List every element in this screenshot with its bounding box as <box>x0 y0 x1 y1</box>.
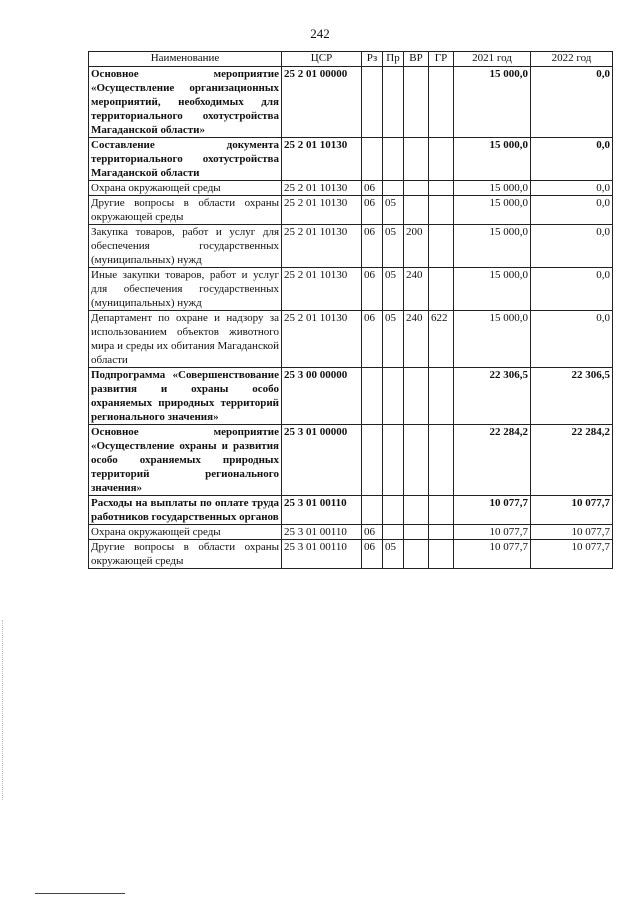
cell-name: Охрана окружающей среды <box>89 525 282 540</box>
cell-gr <box>429 496 454 525</box>
cell-2021: 15 000,0 <box>454 196 531 225</box>
cell-csr: 25 2 01 00000 <box>282 67 362 138</box>
cell-pr <box>383 181 404 196</box>
cell-2022: 0,0 <box>531 196 613 225</box>
cell-pr <box>383 368 404 425</box>
cell-pr: 05 <box>383 268 404 311</box>
cell-vr <box>404 181 429 196</box>
cell-gr <box>429 425 454 496</box>
cell-2021: 15 000,0 <box>454 67 531 138</box>
header-name: Наименование <box>89 52 282 67</box>
cell-rz: 06 <box>362 540 383 569</box>
cell-rz <box>362 368 383 425</box>
cell-rz: 06 <box>362 196 383 225</box>
cell-vr: 200 <box>404 225 429 268</box>
table-row <box>89 181 613 196</box>
cell-2021: 15 000,0 <box>454 181 531 196</box>
cell-gr <box>429 67 454 138</box>
table-row <box>89 496 613 525</box>
cell-2021: 15 000,0 <box>454 225 531 268</box>
cell-csr: 25 3 01 00110 <box>282 540 362 569</box>
cell-2022: 0,0 <box>531 138 613 181</box>
cell-2021: 10 077,7 <box>454 496 531 525</box>
cell-rz <box>362 496 383 525</box>
cell-name: Другие вопросы в области охраны окружающей среды <box>89 540 282 569</box>
cell-2022: 10 077,7 <box>531 540 613 569</box>
cell-2022: 0,0 <box>531 268 613 311</box>
header-2022: 2022 год <box>531 52 613 67</box>
page-number: 242 <box>310 26 330 41</box>
cell-vr <box>404 525 429 540</box>
cell-name: Другие вопросы в области охраны окружающей среды <box>89 196 282 225</box>
cell-2022: 10 077,7 <box>531 525 613 540</box>
cell-rz <box>362 425 383 496</box>
cell-2021: 10 077,7 <box>454 540 531 569</box>
cell-2021: 15 000,0 <box>454 268 531 311</box>
cell-name: Подпрограмма «Совершенствование развития и охраны особо охраняемых природных территорий регионального значения» <box>89 368 282 425</box>
cell-gr <box>429 368 454 425</box>
cell-2022: 22 284,2 <box>531 425 613 496</box>
table-row <box>89 540 613 569</box>
cell-vr: 240 <box>404 268 429 311</box>
cell-rz: 06 <box>362 268 383 311</box>
cell-rz: 06 <box>362 525 383 540</box>
cell-rz <box>362 67 383 138</box>
cell-csr: 25 3 01 00110 <box>282 525 362 540</box>
cell-2021: 15 000,0 <box>454 138 531 181</box>
cell-vr <box>404 138 429 181</box>
header-pr: Пр <box>383 52 404 67</box>
cell-2022: 0,0 <box>531 225 613 268</box>
cell-gr <box>429 540 454 569</box>
cell-pr <box>383 496 404 525</box>
cell-vr <box>404 196 429 225</box>
cell-2021: 22 306,5 <box>454 368 531 425</box>
cell-pr: 05 <box>383 225 404 268</box>
cell-2021: 15 000,0 <box>454 311 531 368</box>
table-row <box>89 368 613 425</box>
cell-name: Департамент по охране и надзору за использованием объектов животного мира и среды их обитания Магаданской области <box>89 311 282 368</box>
cell-csr: 25 2 01 10130 <box>282 181 362 196</box>
cell-pr <box>383 525 404 540</box>
cell-2021: 22 284,2 <box>454 425 531 496</box>
table-row <box>89 225 613 268</box>
cell-2021: 10 077,7 <box>454 525 531 540</box>
cell-2022: 22 306,5 <box>531 368 613 425</box>
cell-vr <box>404 368 429 425</box>
header-csr: ЦСР <box>282 52 362 67</box>
budget-table <box>88 51 613 569</box>
cell-vr <box>404 425 429 496</box>
cell-gr <box>429 268 454 311</box>
cell-csr: 25 3 01 00000 <box>282 425 362 496</box>
cell-name: Закупка товаров, работ и услуг для обеспечения государственных (муниципальных) нужд <box>89 225 282 268</box>
cell-gr <box>429 196 454 225</box>
table-row <box>89 525 613 540</box>
header-2021: 2021 год <box>454 52 531 67</box>
cell-rz: 06 <box>362 311 383 368</box>
cell-csr: 25 3 00 00000 <box>282 368 362 425</box>
table-row <box>89 311 613 368</box>
cell-csr: 25 2 01 10130 <box>282 138 362 181</box>
cell-csr: 25 3 01 00110 <box>282 496 362 525</box>
table-row <box>89 67 613 138</box>
cell-2022: 0,0 <box>531 311 613 368</box>
cell-pr: 05 <box>383 196 404 225</box>
header-vr: ВР <box>404 52 429 67</box>
cell-rz: 06 <box>362 225 383 268</box>
cell-2022: 0,0 <box>531 67 613 138</box>
cell-csr: 25 2 01 10130 <box>282 268 362 311</box>
margin-dotted-mark <box>2 620 3 800</box>
cell-pr <box>383 138 404 181</box>
cell-2022: 0,0 <box>531 181 613 196</box>
cell-2022: 10 077,7 <box>531 496 613 525</box>
table-row <box>89 138 613 181</box>
cell-vr <box>404 540 429 569</box>
cell-name: Основное мероприятие «Осуществление охраны и развития особо охраняемых природных территорий регионального значения» <box>89 425 282 496</box>
table-row <box>89 268 613 311</box>
cell-csr: 25 2 01 10130 <box>282 196 362 225</box>
cell-csr: 25 2 01 10130 <box>282 311 362 368</box>
cell-vr <box>404 67 429 138</box>
header-rz: Рз <box>362 52 383 67</box>
cell-rz <box>362 138 383 181</box>
table-body <box>89 67 613 569</box>
footer-rule <box>35 893 125 894</box>
cell-pr <box>383 425 404 496</box>
header-gr: ГР <box>429 52 454 67</box>
cell-csr: 25 2 01 10130 <box>282 225 362 268</box>
cell-pr <box>383 67 404 138</box>
table-row <box>89 196 613 225</box>
cell-vr <box>404 496 429 525</box>
table-header-row <box>89 52 613 67</box>
cell-pr: 05 <box>383 311 404 368</box>
cell-name: Основное мероприятие «Осуществление организационных мероприятий, необходимых для территориального охотустройства Магаданской области» <box>89 67 282 138</box>
cell-name: Иные закупки товаров, работ и услуг для обеспечения государственных (муниципальных) нужд <box>89 268 282 311</box>
cell-gr <box>429 225 454 268</box>
cell-vr: 240 <box>404 311 429 368</box>
cell-gr <box>429 525 454 540</box>
cell-name: Расходы на выплаты по оплате труда работников государственных органов <box>89 496 282 525</box>
cell-name: Охрана окружающей среды <box>89 181 282 196</box>
cell-gr <box>429 181 454 196</box>
cell-gr: 622 <box>429 311 454 368</box>
cell-rz: 06 <box>362 181 383 196</box>
table-row <box>89 425 613 496</box>
cell-pr: 05 <box>383 540 404 569</box>
cell-gr <box>429 138 454 181</box>
cell-name: Составление документа территориального охотустройства Магаданской области <box>89 138 282 181</box>
